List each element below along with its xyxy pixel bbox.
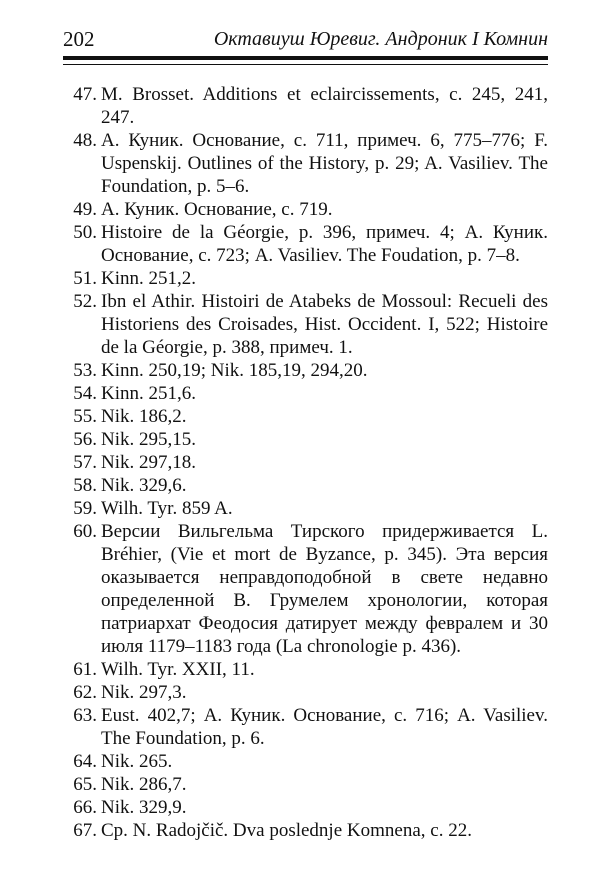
endnote-58 <box>63 474 548 497</box>
note-text: M. Brosset. Additions et eclaircissements, c. 245, 241, 247. <box>101 84 548 128</box>
endnote-50 <box>63 221 548 267</box>
note-number: 62. <box>73 682 97 703</box>
note-text: Nik. 295,15. <box>101 429 196 450</box>
note-text: Nik. 297,3. <box>101 682 187 703</box>
note-text: А. Куник. Основание, с. 719. <box>101 199 333 220</box>
note-text: Версии Вильгельма Тирского придерживается L. Bréhier, (Vie et mort de Byzance, p. 345). Эта версия оказывается неправдоподобной в свете недавно определенной В. Грумелем хронологии, которая патриархат Феодосия датирует между февралем и 30 июля 1179–1183 года (La chronologie p. 436). <box>101 521 548 657</box>
note-number: 49. <box>73 199 97 220</box>
note-text: Cp. N. Radojčič. Dva poslednje Komnena, c. 22. <box>101 820 472 841</box>
note-text: Kinn. 251,2. <box>101 268 196 289</box>
note-text: Nik. 186,2. <box>101 406 187 427</box>
note-text: Eust. 402,7; А. Куник. Основание, с. 716; A. Vasiliev. The Foundation, p. 6. <box>101 705 548 749</box>
note-number: 66. <box>73 797 97 818</box>
note-number: 61. <box>73 659 97 680</box>
endnote-59 <box>63 497 548 520</box>
endnote-52 <box>63 290 548 359</box>
note-number: 53. <box>73 360 97 381</box>
endnote-67 <box>63 819 548 842</box>
note-text: Histoire de la Géorgie, p. 396, примеч. 4; А. Куник. Основание, с. 723; A. Vasiliev. The Foudation, p. 7–8. <box>101 222 548 266</box>
note-number: 64. <box>73 751 97 772</box>
endnote-55 <box>63 405 548 428</box>
note-number: 50. <box>73 222 97 243</box>
endnote-48 <box>63 129 548 198</box>
endnote-57 <box>63 451 548 474</box>
endnote-51 <box>63 267 548 290</box>
note-number: 47. <box>73 84 97 105</box>
endnote-49 <box>63 198 548 221</box>
note-number: 65. <box>73 774 97 795</box>
note-text: Nik. 297,18. <box>101 452 196 473</box>
header-rule-thick <box>63 56 548 60</box>
note-number: 54. <box>73 383 97 404</box>
endnote-60 <box>63 520 548 658</box>
endnotes-list <box>63 83 548 842</box>
note-number: 59. <box>73 498 97 519</box>
note-number: 67. <box>73 820 97 841</box>
note-number: 56. <box>73 429 97 450</box>
note-text: Nik. 329,9. <box>101 797 187 818</box>
note-text: Nik. 286,7. <box>101 774 187 795</box>
header-rule-thin <box>63 64 548 65</box>
endnote-56 <box>63 428 548 451</box>
note-number: 58. <box>73 475 97 496</box>
page-header <box>63 27 548 51</box>
note-number: 51. <box>73 268 97 289</box>
endnote-64 <box>63 750 548 773</box>
note-text: Nik. 265. <box>101 751 173 772</box>
note-text: Nik. 329,6. <box>101 475 187 496</box>
note-text: Wilh. Tyr. 859 A. <box>101 498 233 519</box>
note-text: Kinn. 251,6. <box>101 383 196 404</box>
page-number: 202 <box>63 27 95 51</box>
endnote-62 <box>63 681 548 704</box>
note-number: 63. <box>73 705 97 726</box>
note-number: 52. <box>73 291 97 312</box>
endnote-61 <box>63 658 548 681</box>
note-number: 55. <box>73 406 97 427</box>
note-text: Wilh. Tyr. XXII, 11. <box>101 659 255 680</box>
note-number: 48. <box>73 130 97 151</box>
note-number: 60. <box>73 521 97 542</box>
endnote-53 <box>63 359 548 382</box>
endnote-65 <box>63 773 548 796</box>
endnote-47 <box>63 83 548 129</box>
endnote-66 <box>63 796 548 819</box>
note-text: Ibn el Athir. Histoiri de Atabeks de Mossoul: Recueli des Historiens des Croisades, Hist. Occident. I, 522; Histoire de la Géorgie, p. 388, примеч. 1. <box>101 291 548 358</box>
endnote-63 <box>63 704 548 750</box>
running-head: Октавиуш Юревиг. Андроник I Комнин <box>213 28 548 50</box>
endnote-54 <box>63 382 548 405</box>
note-text: Kinn. 250,19; Nik. 185,19, 294,20. <box>101 360 368 381</box>
note-number: 57. <box>73 452 97 473</box>
note-text: А. Куник. Основание, с. 711, примеч. 6, 775–776; F. Uspenskij. Outlines of the History, p. 29; A. Vasiliev. The Foundation, p. 5–6. <box>101 130 548 197</box>
